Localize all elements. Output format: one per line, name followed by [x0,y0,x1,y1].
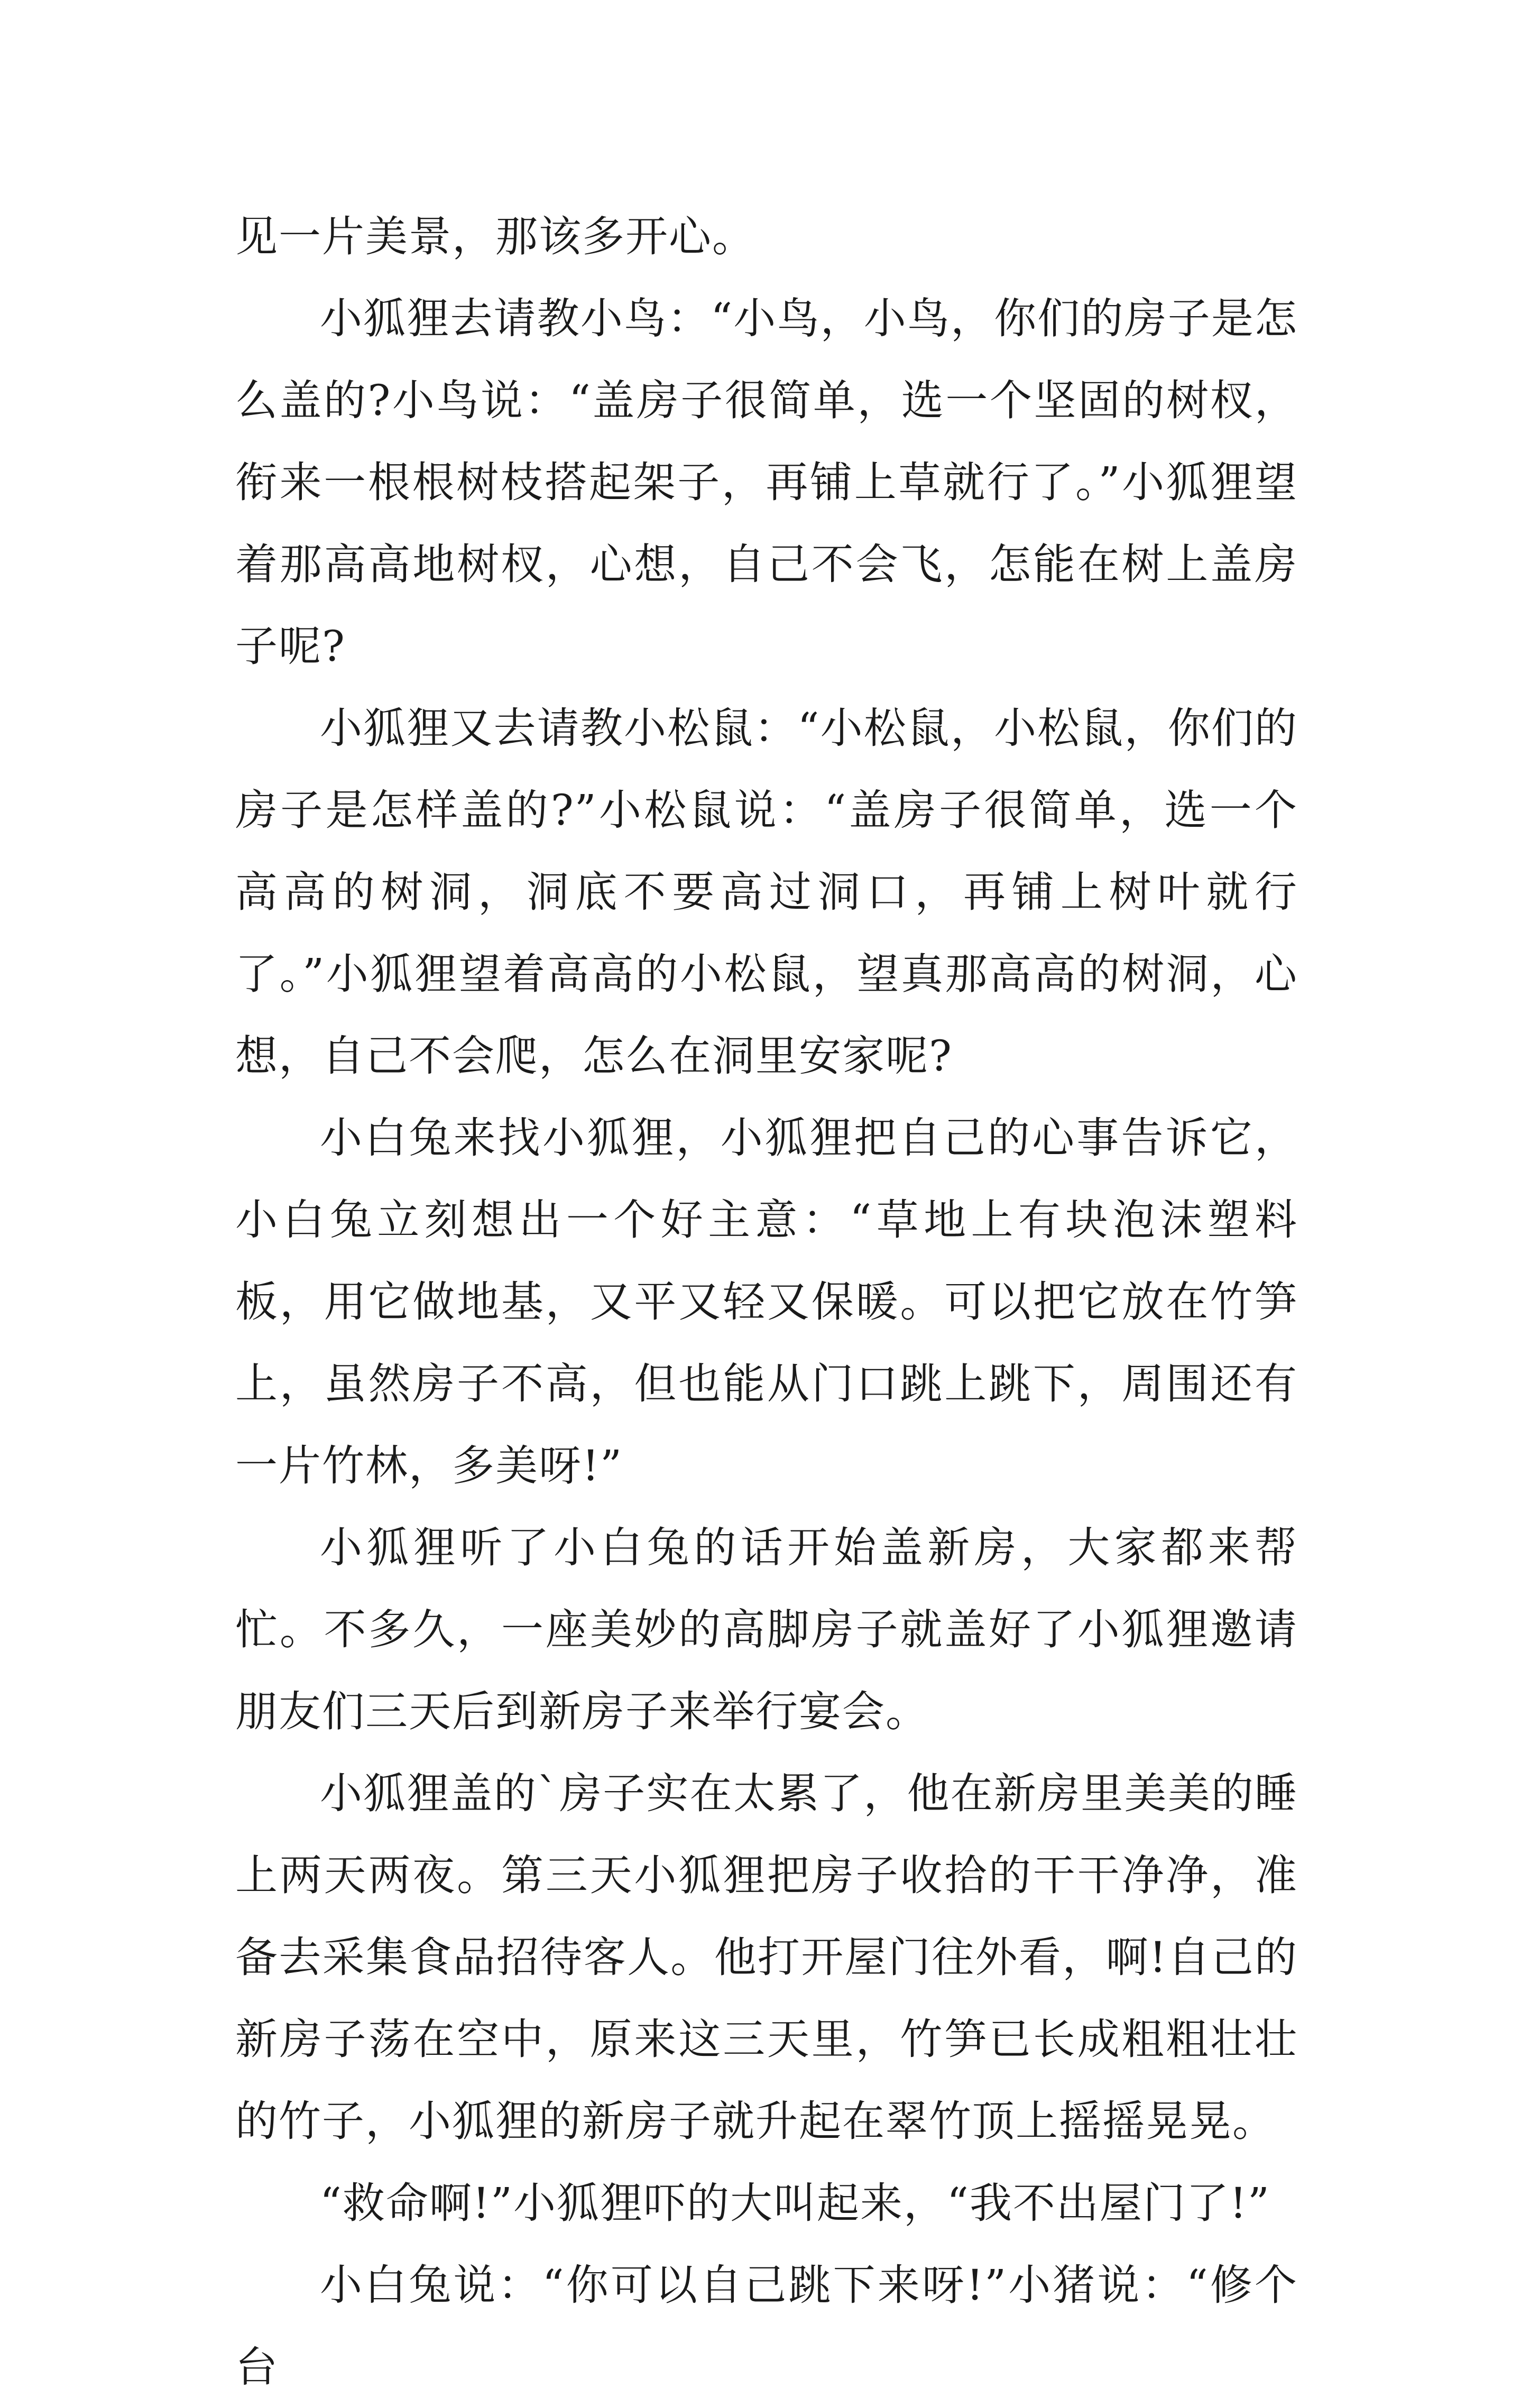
paragraph-4: 小白兔来找小狐狸，小狐狸把自己的心事告诉它，小白兔立刻想出一个好主意：“草地上有块泡沫塑料板，用它做地基，又平又轻又保暖。可以把它放在竹笋上，虽然房子不高，但也能从门口跳上跳下，周围还有一片竹林，多美呀!” [235,1113,1298,1490]
story-text [235,196,1298,2408]
paragraph-3: 小狐狸又去请教小松鼠：“小松鼠，小松鼠，你们的房子是怎样盖的?”小松鼠说：“盖房子很简单，选一个高高的树洞，洞底不要高过洞口，再铺上树叶就行了。”小狐狸望着高高的小松鼠，望真那高高的树洞，心想，自己不会爬，怎么在洞里安家呢? [235,704,1298,1081]
paragraph-5: 小狐狸听了小白兔的话开始盖新房，大家都来帮忙。不多久，一座美妙的高脚房子就盖好了小狐狸邀请朋友们三天后到新房子来举行宴会。 [235,1523,1298,1736]
paragraph-2: 小狐狸去请教小鸟：“小鸟，小鸟，你们的房子是怎么盖的?小鸟说：“盖房子很简单，选一个坚固的树杈，衔来一根根树枝搭起架子，再铺上草就行了。”小狐狸望着那高高地树杈，心想，自己不会飞，怎能在树上盖房子呢? [235,294,1298,671]
paragraph-8: 小白兔说：“你可以自己跳下来呀!”小猪说：“修个台 [235,2261,1298,2392]
paragraph-1: 见一片美景，那该多开心。 [235,212,755,261]
paragraph-6: 小狐狸盖的`房子实在太累了，他在新房里美美的睡上两天两夜。第三天小狐狸把房子收拾的干干净净，准备去采集食品招待客人。他打开屋门往外看，啊!自己的新房子荡在空中，原来这三天里，竹笋已长成粗粗壮壮的竹子，小狐狸的新房子就升起在翠竹顶上摇摇晃晃。 [235,1769,1298,2146]
paragraph-7: “救命啊!”小狐狸吓的大叫起来，“我不出屋门了!” [320,2179,1270,2228]
